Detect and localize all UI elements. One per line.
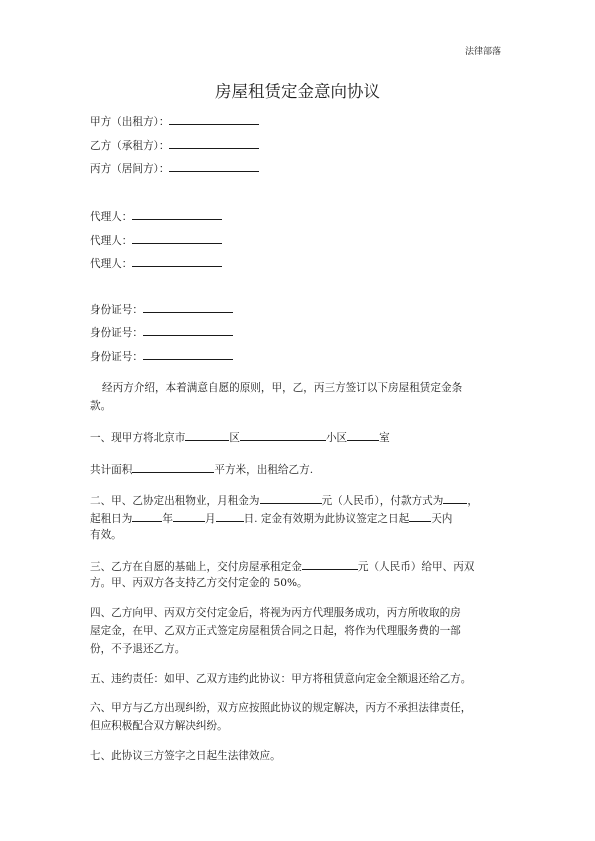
room-blank[interactable]: [347, 428, 379, 441]
clause-4-line-1: 四、乙方向甲、丙双方交付定金后，将视为丙方代理服务成功，丙方所收取的房: [90, 607, 461, 619]
clause-2-text-f: 月: [204, 513, 216, 525]
clause-6-line-1: 六、甲方与乙方出现纠纷，双方应按照此协议的规定解决，丙方不承担法律责任，: [90, 702, 472, 714]
clause-4-line-2: 屋定金，在甲、乙双方正式签定房屋租赁合同之日起，将作为代理服务费的一部: [90, 625, 461, 637]
area-text-a: 共计面积: [90, 464, 133, 476]
id-blank-2[interactable]: [143, 323, 233, 336]
party-c-blank[interactable]: [169, 159, 259, 172]
id-line-3: [90, 347, 233, 364]
id-line-1: [90, 300, 233, 317]
party-a-blank[interactable]: [169, 112, 259, 125]
party-c-label: 丙方（居间方）：: [90, 163, 170, 175]
party-a-line: [90, 112, 259, 129]
party-a-label: 甲方（出租方）：: [90, 116, 170, 128]
agent-label: 代理人：: [90, 211, 133, 223]
month-blank[interactable]: [173, 509, 205, 522]
clause-2-text-h: 天内: [431, 513, 453, 525]
day-blank[interactable]: [216, 509, 244, 522]
clause-1-text-a: 一、现甲方将北京市: [90, 432, 186, 444]
intro-line-1: 经丙方介绍，本着满意自愿的原则，甲，乙，丙三方签订以下房屋租赁定金条: [102, 382, 463, 394]
clause-2-text-g: 日. 定金有效期为此协议签定之日起: [243, 513, 410, 525]
id-line-2: [90, 323, 233, 340]
clause-1-text-b: 区: [229, 432, 240, 444]
agent-line-1: [90, 207, 222, 224]
area-line: [90, 460, 313, 477]
agent-line-3: [90, 254, 222, 271]
area-blank[interactable]: [132, 460, 214, 473]
clause-2-line-1: [90, 491, 478, 508]
clause-3-line-2: 方。甲、丙双方各支持乙方交付定金的 50%。: [90, 577, 308, 589]
party-b-label: 乙方（承租方）：: [90, 140, 170, 152]
agent-blank-2[interactable]: [132, 231, 222, 244]
document-title: 房屋租赁定金意向协议: [215, 82, 380, 101]
clause-4-line-3: 份，不予退还乙方。: [90, 643, 186, 655]
year-blank[interactable]: [132, 509, 162, 522]
clause-6-line-2: 但应积极配合双方解决纠纷。: [90, 720, 228, 732]
party-b-line: [90, 136, 259, 153]
clause-5: 五、违约责任：如甲、乙双方违约此协议：甲方将租赁意向定金全额退还给乙方。: [90, 673, 472, 685]
rent-blank[interactable]: [260, 491, 322, 504]
agent-blank-3[interactable]: [132, 254, 222, 267]
party-b-blank[interactable]: [169, 136, 259, 149]
id-label: 身份证号：: [90, 304, 143, 316]
clause-1-text-c: 小区: [325, 432, 348, 444]
clause-2-text-c: ，: [467, 495, 478, 507]
clause-3-line-1: [90, 557, 474, 574]
agent-label: 代理人：: [90, 235, 133, 247]
clause-7: 七、此协议三方签字之日起生法律效应。: [90, 750, 281, 762]
agent-label: 代理人：: [90, 258, 133, 270]
clause-2-text-b: 元（人民币），付款方式为: [321, 495, 444, 507]
clause-2-line-3: 有效。: [90, 529, 122, 541]
id-label: 身份证号：: [90, 327, 143, 339]
clause-3-text-b: 元（人民币）给甲、丙双: [357, 561, 475, 573]
validity-days-blank[interactable]: [409, 509, 431, 522]
clause-2-text-a: 二、甲、乙协定出租物业，月租金为: [90, 495, 260, 507]
intro-line-2: 款。: [90, 400, 112, 412]
clause-1-text-d: 室: [379, 432, 390, 444]
district-blank[interactable]: [185, 428, 229, 441]
deposit-blank[interactable]: [302, 557, 358, 570]
id-label: 身份证号：: [90, 351, 143, 363]
agent-blank-1[interactable]: [132, 207, 222, 220]
clause-1: [90, 428, 390, 445]
area-text-b: 平方米，出租给乙方.: [214, 464, 314, 476]
party-c-line: [90, 159, 259, 176]
id-blank-3[interactable]: [143, 347, 233, 360]
community-blank[interactable]: [240, 428, 326, 441]
clause-2-line-2: [90, 509, 452, 526]
payment-method-blank[interactable]: [443, 491, 467, 504]
clause-2-text-e: 年: [162, 513, 173, 525]
source-label: 法律部落: [465, 47, 502, 57]
clause-2-text-d: 起租日为: [90, 513, 133, 525]
agent-line-2: [90, 231, 222, 248]
clause-3-text-a: 三、乙方在自愿的基础上，交付房屋承租定金: [90, 561, 302, 573]
id-blank-1[interactable]: [143, 300, 233, 313]
